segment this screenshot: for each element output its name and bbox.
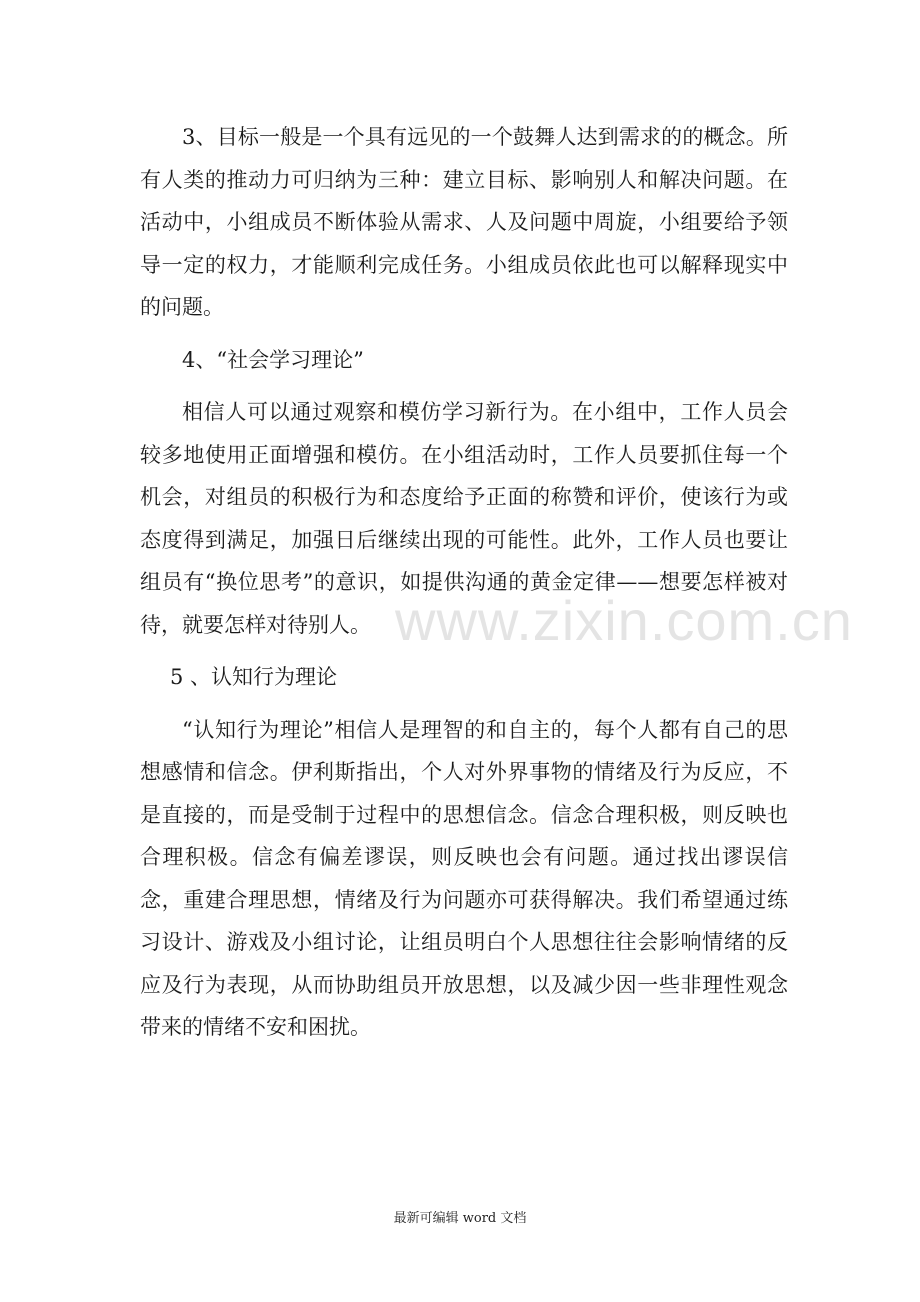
paragraph-gap [140, 329, 788, 339]
watermark-text: www.zixin.com.cn [395, 589, 853, 652]
heading-social-learning-theory: 4、“社会学习理论” [182, 347, 364, 372]
paragraph-gap [140, 646, 788, 656]
paragraph-cognitive-behavioral: “认知行为理论”相信人是理智的和自主的，每个人都有自己的思想感情和信念。伊利斯指出，个人对外界事物的情绪及行为反应，不是直接的，而是受制于过程中的思想信念。信念合理积极，则反映也合理积极。信念有偏差谬误，则反映也会有问题。通过找出谬误信念，重建合理思想，情绪及行为问题亦可获得解决。我们希望通过练习设计、游戏及小组讨论，让组员明白个人思想往往会影响情绪的反应及行为表现，从而协助组员开放思想，以及减少因一些非理性观念带来的情绪不安和困扰。 [140, 717, 788, 1039]
heading-cognitive-behavioral-theory: 5 、认知行为理论 [170, 665, 338, 689]
page-footer: 最新可编辑 word 文档 [393, 1211, 527, 1226]
paragraph-social-learning: 相信人可以通过观察和模仿学习新行为。在小组中，工作人员会较多地使用正面增强和模仿。在小组活动时，工作人员要抓住每一个机会，对组员的积极行为和态度给予正面的称赞和评价，使该行为或态度得到满足，加强日后继续出现的可能性。此外，工作人员也要让组员有“换位思考”的意识，如提供沟通的黄金定律——想要怎样被对待，就要怎样对待别人。 [140, 400, 788, 637]
document-body [140, 116, 788, 1049]
paragraph-goal-concept: 3、目标一般是一个具有远见的一个鼓舞人达到需求的的概念。所有人类的推动力可归纳为三种：建立目标、影响别人和解决问题。在活动中，小组成员不断体验从需求、人及问题中周旋，小组要给予领导一定的权力，才能顺利完成任务。小组成员依此也可以解释现实中的问题。 [140, 125, 788, 319]
paragraph-gap [140, 381, 788, 391]
paragraph-gap [140, 699, 788, 709]
